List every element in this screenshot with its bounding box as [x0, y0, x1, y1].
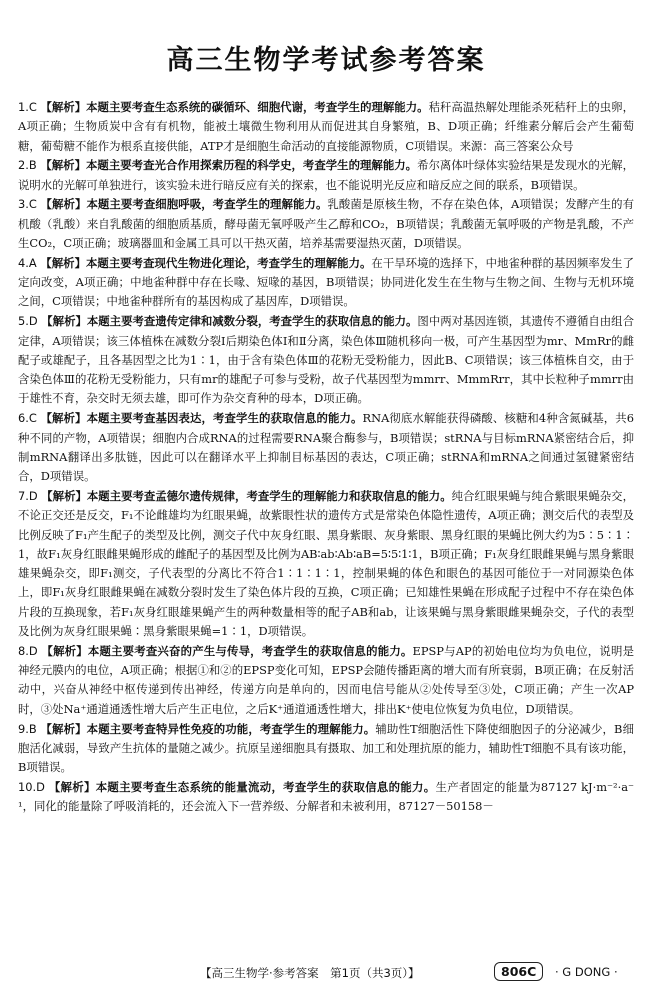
answer-statement: 本题主要考查细胞呼吸，考查学生的理解能力。: [86, 197, 328, 212]
answer-statement: 本题主要考查生态系统的碳循环、细胞代谢，考查学生的理解能力。: [86, 100, 429, 114]
analysis-tag: 【解析】: [41, 314, 87, 329]
analysis-tag: 【解析】: [40, 197, 87, 212]
answer-text: 生产者固定的能量为87127 kJ·m⁻²·a⁻¹，同化的能量除了呼吸消耗的，还会流入下一营养级、分解者和未被利用，87127－50158－: [18, 779, 634, 814]
answer-statement: 本题主要考查现代生物进化理论，考查学生的理解能力。: [86, 255, 372, 270]
answer-number: 4.A: [18, 255, 37, 270]
answer-item: [18, 409, 634, 486]
answer-statement: 本题主要考查光合作用探索历程的科学史，考查学生的理解能力。: [86, 158, 418, 173]
analysis-tag: 【解析】: [40, 100, 87, 114]
answer-number: 2.B: [18, 158, 37, 173]
answer-number: 8.D: [18, 643, 38, 658]
answer-statement: 本题主要考查遗传定律和减数分裂，考查学生的获取信息的能力。: [86, 314, 418, 329]
answer-item: [18, 487, 634, 641]
answer-statement: 本题主要考查特异性免疫的功能，考查学生的理解能力。: [86, 721, 376, 736]
answer-text: 纯合红眼果蝇与纯合紫眼果蝇杂交，不论正交还是反交，F₁不论雌雄均为红眼果蝇，故紫眼性状的遗传方式是常染色体隐性遗传，A项正确；测交后代的表型及比例反映了F₁产生配子的类型及比例，测交子代中灰身红眼、黑身紫眼、灰身紫眼、黑身红眼的果蝇比例大约为5∶5∶1∶1，故F₁灰身红眼雌果蝇形成的雌配子的基因型及比例为AB∶ab∶Ab∶aB=5∶5∶1∶1，B项正确；F₁灰身红眼雌果蝇与黑身紫眼雄果蝇杂交，即F₁测交，子代表型的分离比不符合1∶1∶1∶1，控制果蝇的体色和眼色的基因可能位于一对同源染色体上，即F₁灰身红眼雌果蝇在减数分裂时发生了染色体片段的互换，C项正确；已知雄性果蝇在形成配子过程中不存在染色体片段的互换现象，若F₁灰身红眼雄果蝇产生的两种数量相等的配子AB和ab，让该果蝇与黑身紫眼雌果蝇杂交，子代的表型及比例为灰身红眼果蝇∶黑身紫眼果蝇=1∶1，D项错误。: [18, 488, 634, 639]
answer-item: [18, 98, 634, 156]
answer-list: [18, 98, 634, 817]
answer-text: EPSP与AP的初始电位均为负电位，说明是神经元膜内的电位，A项正确；根据①和②的EPSP变化可知，EPSP会随传播距离的增大而有所衰弱，B项正确；在反射活动中，兴奋从神经中枢传递到传出神经，传递方向是单向的，因而电信号能从②处传导至③处，C项正确；产生一次AP时，③处Na⁺通道通透性增大后产生正电位，之后K⁺通道通透性增大，排出K⁺使电位恢复为负电位，D项错误。: [18, 643, 634, 716]
answer-item: [18, 642, 634, 719]
answer-item: [18, 778, 634, 817]
answer-number: 9.B: [18, 721, 37, 736]
answer-number: 1.C: [18, 100, 37, 114]
answer-number: 10.D: [18, 779, 45, 794]
answer-text: 秸秆高温热解处理能杀死秸秆上的虫卵，A项正确；生物质炭中含有有机物，能被土壤微生物利用从而促进其自身繁殖，B、D项正确；纤维素分解后会产生葡萄糖，葡萄糖不能作为根系直接供能，ATP才是细胞生命活动的直接能源物质，C项错误。来源：高三答案公众号: [18, 100, 634, 153]
answer-text: 在干旱环境的选择下，中地雀种群的基因频率发生了定向改变，A项正确；中地雀种群中存在长喙、短喙的基因，B项错误；协同进化发生在生物与生物之间、生物与无机环境之间，C项错误；中地雀种群所有的基因构成了基因库，D项错误。: [18, 255, 634, 309]
analysis-tag: 【解析】: [41, 643, 88, 658]
page-footer: [0, 962, 652, 984]
answer-number: 3.C: [18, 197, 37, 212]
answer-number: 5.D: [18, 314, 38, 329]
analysis-tag: 【解析】: [41, 488, 87, 503]
analysis-tag: 【解析】: [40, 411, 87, 426]
page-title: 高三生物学考试参考答案: [166, 45, 486, 76]
answer-item: [18, 156, 634, 195]
footer-code-badge: 806C: [494, 962, 543, 981]
answer-statement: 本题主要考查兴奋的产生与传导，考查学生的获取信息的能力。: [87, 643, 413, 658]
answer-text: 辅助性T细胞活性下降使细胞因子的分泌减少，B细胞活化减弱，导致产生抗体的量随之减少。抗原呈递细胞具有摄取、加工和处理抗原的能力，辅助性T细胞不具有该功能，B项错误。: [18, 721, 634, 775]
footer-page-info: 【高三生物学·参考答案 第1页（共3页）】: [200, 966, 420, 980]
answer-item: [18, 312, 634, 408]
answer-text: 希尔离体叶绿体实验结果是发现水的光解，说明水的光解可单独进行，该实验未进行暗反应有关的探索，也不能说明光反应和暗反应之间的联系，B项错误。: [18, 158, 634, 192]
analysis-tag: 【解析】: [40, 255, 86, 270]
analysis-tag: 【解析】: [48, 779, 96, 794]
answer-item: [18, 254, 634, 312]
analysis-tag: 【解析】: [40, 158, 87, 173]
answer-statement: 本题主要考查生态系统的能量流动，考查学生的获取信息的能力。: [95, 779, 436, 794]
answer-text: RNA彻底水解能获得磷酸、核糖和4种含氮碱基，共6种不同的产物，A项错误；细胞内合成RNA的过程需要RNA聚合酶参与，B项错误；stRNA与目标mRNA紧密结合后，抑制mRNA翻译出多肽链，因此可以在翻译水平上抑制目标基因的表达，C项正确；stRNA和mRNA之间通过氢键紧密结合，D项错误。: [18, 411, 634, 484]
answer-item: [18, 195, 634, 253]
answer-number: 6.C: [18, 411, 37, 426]
analysis-tag: 【解析】: [40, 721, 87, 736]
answer-item: [18, 720, 634, 778]
answer-statement: 本题主要考查基因表达，考查学生的获取信息的能力。: [86, 411, 363, 426]
footer-author: · G DONG ·: [555, 965, 618, 979]
answer-statement: 本题主要考查孟德尔遗传规律，考查学生的理解能力和获取信息的能力。: [86, 488, 452, 503]
answer-text: 乳酸菌是原核生物，不存在染色体，A项错误；发酵产生的有机酸（乳酸）来自乳酸菌的细胞质基质，酵母菌无氧呼吸产生乙醇和CO₂，B项错误；乳酸菌无氧呼吸的产物是乳酸，不产生CO₂，C项正确；玻璃器皿和金属工具可以干热灭菌，培养基需要湿热灭菌，D项错误。: [18, 197, 634, 251]
answer-text: 图中两对基因连锁，其遗传不遵循自由组合定律，A项错误；该三体植株在减数分裂Ⅰ后期染色体Ⅰ和Ⅱ分离，染色体Ⅲ随机移向一极，可产生基因型为mr、MmRr的雌配子或雄配子，且各基因型之比为1∶1，由于含有染色体Ⅲ的花粉无受粉能力，因此B、C项错误；该三体植株自交，由于含染色体Ⅲ的花粉无受粉能力，只有mr的雄配子可参与受粉，故子代基因型为mmrr、MmmRrr，其中长粒种子mmrr由于雄性不育，杂交时无须去雄，即可作为杂交育种的母本，D项正确。: [18, 314, 634, 406]
answer-number: 7.D: [18, 488, 38, 503]
